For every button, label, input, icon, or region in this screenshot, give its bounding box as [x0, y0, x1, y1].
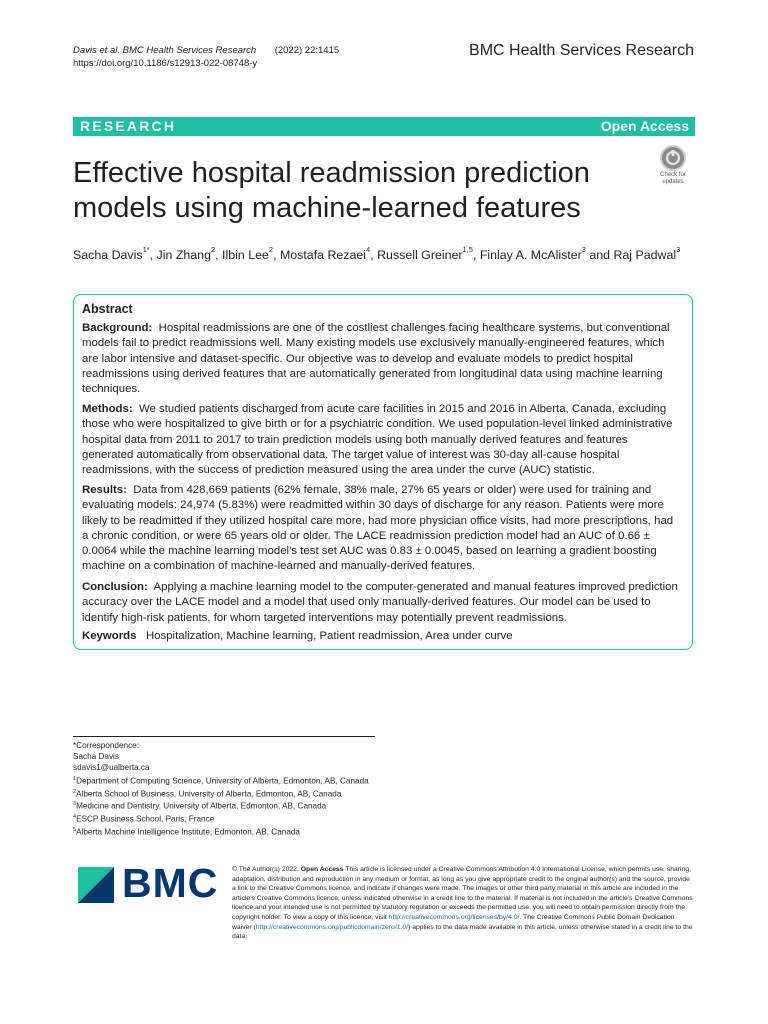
citation-year-volume: (2022) 22:1415 [274, 45, 340, 56]
check-for-updates-badge[interactable] [653, 145, 693, 187]
affiliation-item [73, 787, 373, 800]
license-text-part2: The Creative Commons Public Domain Dedication waiver ( [232, 913, 675, 931]
affiliation-text: Alberta Machine Intelligence Institute, Edmonton, AB, Canada [76, 828, 300, 838]
author-affil: 2 [210, 245, 216, 254]
author-affil: 3 [676, 245, 681, 254]
license-link-cc-by[interactable]: http://creativecommons.org/licenses/by/4.0/. [388, 913, 522, 921]
section-label: RESEARCH [80, 118, 177, 134]
author-name[interactable]: Russell Greiner [377, 248, 463, 262]
open-access-label: Open Access [600, 118, 689, 134]
affiliation-number: 1 [73, 775, 77, 782]
bmc-logo-mark-icon [78, 867, 114, 903]
background-text: Hospital readmissions are one of the costliest challenges facing healthcare systems, but conventional models fail to predict readmissions well. Many existing models use exclusively manually-engineered features, which are labor intensive and dataset-specific. Our objective was to develop and evaluate models to predict hospital readmissions using derived features that are automatically generated from longitudinal data using machine learning techniques. [82, 322, 670, 396]
conclusion-text: Applying a machine learning model to the computer-generated and manual features improved prediction accuracy over the LACE model and a model that used only manually-derived features. Our model can be used to identify high-risk patients, for whom targeted interventions may potentially prevent readmissions. [82, 581, 678, 624]
author-name[interactable]: Jin Zhang [156, 248, 211, 262]
affiliation-item [73, 774, 373, 787]
affiliation-text: Medicine and Dentistry, University of Alberta, Edmonton, AB, Canada [76, 802, 327, 812]
author-name[interactable]: Finlay A. McAlister [479, 248, 582, 262]
footnotes [73, 740, 373, 838]
footnote-divider [73, 736, 375, 737]
license-text-part1: This article is licensed under a Creative Commons Attribution 4.0 International License, which permits use, sharing, adaptation, distribution and reproduction in any medium or format, as long as you give appropriate credit to the original author(s) and the source, provide a link to the Creative Commons licence, and indicate if changes were made. The images or other third party material in this article are included in the article’s Creative Commons licence, unless indicated otherwise in a credit line to the material. If material is not included in the article’s Creative Commons licence and your intended use is not permitted by statutory regulation or exceeds the permitted use, you will need to obtain permission directly from the copyright holder. To view a copy of this licence, visit [232, 866, 693, 921]
license-text [232, 865, 695, 942]
author-affil: 3 [581, 245, 586, 254]
abstract-heading: Abstract [82, 302, 133, 316]
affiliation-item [73, 799, 373, 812]
article-title: Effective hospital readmission prediction models using machine-learned features [73, 157, 590, 224]
abstract-conclusion [82, 580, 682, 626]
correspondence-name: Sacha Davis [73, 752, 119, 762]
license-text-part3: ) applies to the data made available in this article, unless otherwise stated in a credit line to the data. [232, 923, 693, 941]
bmc-logo [78, 862, 218, 906]
affiliation-number: 3 [73, 801, 77, 808]
results-text: Data from 428,669 patients (62% female, 38% male, 27% 65 years or older) were used for training and evaluating models: 24,974 (5.83%) were readmitted within 30 days of discharge for any reason. Patients were more likely to be readmitted if they utilized hospital care more, had more physician office visits, had more prescriptions, had a chronic condition, or were 65 years old or older. The LACE readmission prediction model had an AUC of 0.66 ± 0.0064 while the machine learning model’s test set AUC was 0.83 ± 0.0045, based on learning a gradient boosting machine on a combination of machine-learned and manually-derived features. [82, 484, 674, 573]
author-affil: 1,5 [462, 245, 473, 254]
correspondence-label: *Correspondence: [73, 741, 139, 750]
copyright-text: © The Author(s) 2022. [232, 866, 299, 873]
badge-text-line1: Check for [660, 172, 686, 178]
affiliation-text: Alberta School of Business, University of Alberta, Edmonton, AB, Canada [76, 789, 342, 799]
abstract-methods [82, 402, 682, 478]
author-list: Sacha Davis$^{1*}$, Jin Zhang$^2$, Ilbin Lee$^2$, Mostafa Rezaei$^4$, Russell Greiner$^{1,5}$, Finlay A. McAlister$^3$ and Raj Padwal$^3$ [73, 245, 681, 262]
author-affil: 1* [142, 245, 150, 254]
abstract-results [82, 483, 682, 575]
doi-link[interactable]: https://doi.org/10.1186/s12913-022-08748-y [73, 58, 258, 69]
author-affil: 2 [268, 245, 274, 254]
citation-author: Davis et al. BMC Health Services Research [73, 45, 257, 56]
journal-name: BMC Health Services Research [469, 42, 694, 59]
keywords-text: Hospitalization, Machine learning, Patient readmission, Area under curve [145, 630, 513, 642]
open-access-label-inline: Open Access [300, 866, 344, 873]
conclusion-label: Conclusion: [82, 581, 148, 593]
running-header-citation [73, 44, 339, 70]
badge-text-line2: updates [662, 179, 684, 185]
affiliation-number: 2 [73, 788, 77, 795]
author-affil: 4 [366, 245, 371, 254]
correspondence-email[interactable]: sdavis1@ualberta.ca [73, 763, 150, 773]
affiliation-item [73, 812, 373, 825]
affiliation-item [73, 825, 373, 838]
background-label: Background: [82, 322, 153, 334]
author-name[interactable]: Mostafa Rezaei [279, 248, 367, 262]
affiliation-number: 5 [73, 827, 77, 834]
author-name[interactable]: Sacha Davis [73, 248, 143, 262]
author-name[interactable]: Ilbin Lee [222, 248, 269, 262]
methods-text: We studied patients discharged from acute care facilities in 2015 and 2016 in Alberta, Canada, excluding those who were hospitalized to give birth or for a psychiatric condition. We used population-level linked administrative hospital data from 2011 to 2017 to train prediction models using both manually derived features and features generated automatically from observational data. The target value of interest was 30-day all-cause hospital readmissions, with the success of prediction measured using the area under the curve (AUC) statistic. [82, 403, 673, 477]
bmc-logo-word: BMC [122, 860, 219, 906]
license-link-cc0[interactable]: http://creativecommons.org/publicdomain/zero/1.0/ [255, 923, 409, 931]
check-updates-icon [660, 145, 686, 171]
affiliation-text: ESCP Business School, Paris, France [76, 815, 215, 825]
affiliation-text: Department of Computing Science, University of Alberta, Edmonton, AB, Canada [76, 776, 369, 786]
methods-label: Methods: [82, 403, 133, 415]
check-updates-text [653, 172, 693, 186]
results-label: Results: [82, 484, 127, 496]
keywords-label: Keywords [82, 630, 137, 642]
abstract-keywords [82, 629, 682, 644]
affiliation-number: 4 [73, 814, 77, 821]
abstract-background [82, 321, 682, 397]
author-name[interactable]: Raj Padwal [613, 248, 677, 262]
